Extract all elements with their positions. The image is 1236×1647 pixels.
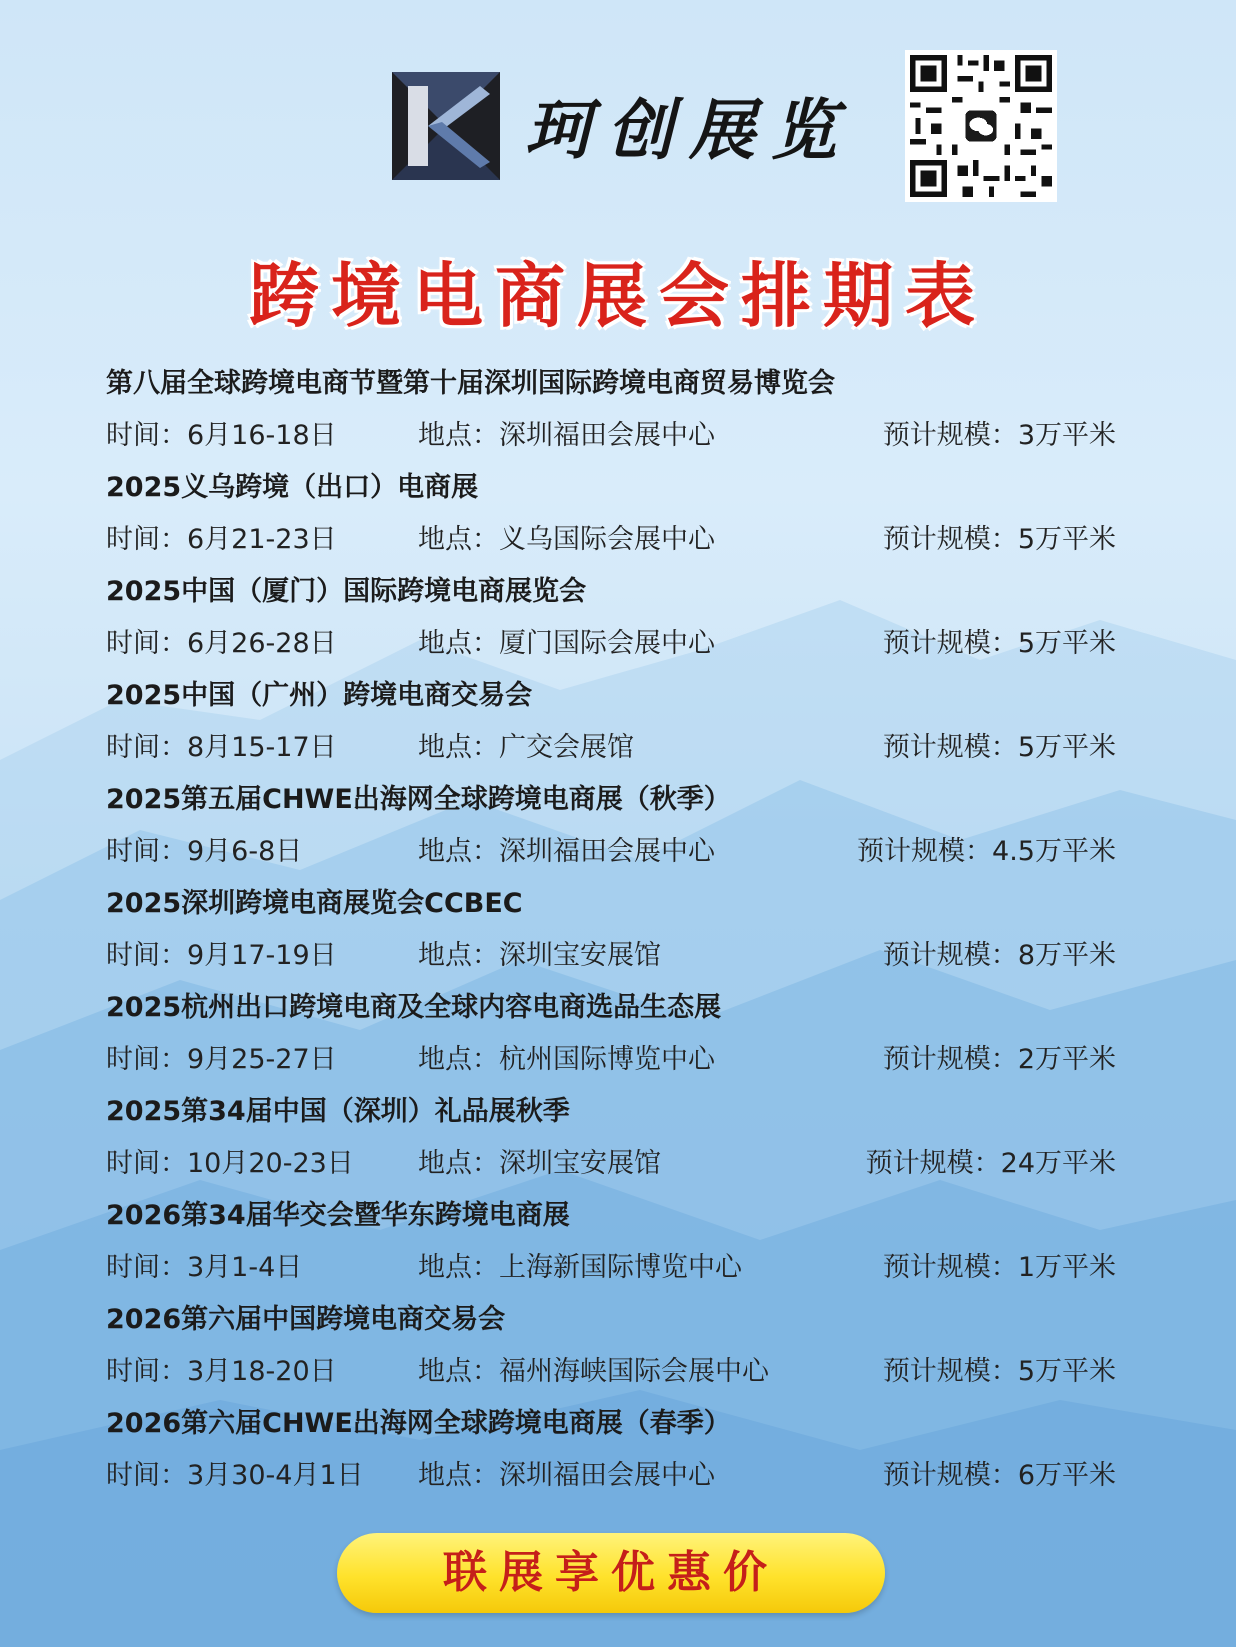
event-details bbox=[0, 1349, 1236, 1385]
time-value: 6月21-23日 bbox=[187, 524, 337, 555]
event-details bbox=[0, 413, 1236, 449]
time-value: 9月25-27日 bbox=[187, 1044, 337, 1075]
event-name: 2025中国（厦门）国际跨境电商展览会 bbox=[106, 576, 587, 607]
event-place bbox=[418, 517, 715, 556]
time-label: 时间： bbox=[106, 940, 187, 971]
event-item bbox=[0, 979, 1236, 1083]
event-scale bbox=[883, 1349, 1116, 1388]
event-time bbox=[106, 725, 337, 764]
event-item bbox=[0, 875, 1236, 979]
time-label: 时间： bbox=[106, 1460, 187, 1491]
event-details bbox=[0, 1141, 1236, 1177]
event-name: 2025第五届CHWE出海网全球跨境电商展（秋季） bbox=[106, 784, 731, 815]
place-label: 地点： bbox=[418, 628, 499, 659]
scale-value: 6万平米 bbox=[1017, 1460, 1116, 1491]
scale-value: 3万平米 bbox=[1017, 420, 1116, 451]
place-label: 地点： bbox=[418, 1044, 499, 1075]
event-place bbox=[418, 725, 634, 764]
event-place bbox=[418, 1141, 661, 1180]
event-time bbox=[106, 1349, 337, 1388]
time-value: 8月15-17日 bbox=[187, 732, 337, 763]
event-details bbox=[0, 829, 1236, 865]
scale-label: 预计规模： bbox=[882, 1252, 1018, 1283]
place-label: 地点： bbox=[418, 524, 499, 555]
event-scale bbox=[857, 829, 1116, 868]
event-scale bbox=[883, 725, 1116, 764]
place-value: 广交会展馆 bbox=[499, 732, 634, 763]
event-name: 2026第六届CHWE出海网全球跨境电商展（春季） bbox=[106, 1408, 731, 1439]
scale-label: 预计规模： bbox=[882, 732, 1018, 763]
scale-value: 2万平米 bbox=[1017, 1044, 1116, 1075]
place-label: 地点： bbox=[418, 732, 499, 763]
brand-name: 珂创展览 bbox=[525, 91, 853, 169]
scale-value: 5万平米 bbox=[1017, 1356, 1116, 1387]
time-value: 10月20-23日 bbox=[187, 1148, 354, 1179]
time-label: 时间： bbox=[106, 1044, 187, 1075]
place-value: 深圳宝安展馆 bbox=[499, 1148, 661, 1179]
event-item bbox=[0, 1187, 1236, 1291]
place-label: 地点： bbox=[418, 420, 499, 451]
event-name: 2025杭州出口跨境电商及全球内容电商选品生态展 bbox=[106, 992, 722, 1023]
time-value: 3月1-4日 bbox=[187, 1252, 303, 1283]
event-time bbox=[106, 621, 337, 660]
event-place bbox=[418, 413, 715, 452]
header bbox=[0, 0, 1236, 230]
place-value: 深圳福田会展中心 bbox=[499, 1460, 715, 1491]
scale-value: 8万平米 bbox=[1017, 940, 1116, 971]
time-label: 时间： bbox=[106, 628, 187, 659]
event-details bbox=[0, 933, 1236, 969]
scale-value: 5万平米 bbox=[1017, 732, 1116, 763]
event-name: 2026第六届中国跨境电商交易会 bbox=[106, 1304, 506, 1335]
event-item bbox=[0, 459, 1236, 563]
event-place bbox=[418, 1453, 715, 1492]
event-place bbox=[418, 621, 715, 660]
event-scale bbox=[883, 1453, 1116, 1492]
event-name: 第八届全球跨境电商节暨第十届深圳国际跨境电商贸易博览会 bbox=[106, 368, 835, 399]
event-item bbox=[0, 1083, 1236, 1187]
time-label: 时间： bbox=[106, 836, 187, 867]
time-label: 时间： bbox=[106, 524, 187, 555]
scale-label: 预计规模： bbox=[882, 1460, 1018, 1491]
event-time bbox=[106, 1245, 302, 1284]
event-time bbox=[106, 517, 337, 556]
scale-label: 预计规模： bbox=[882, 628, 1018, 659]
time-value: 9月17-19日 bbox=[187, 940, 337, 971]
event-list bbox=[0, 355, 1236, 1499]
event-details bbox=[0, 725, 1236, 761]
place-value: 深圳宝安展馆 bbox=[499, 940, 661, 971]
event-details bbox=[0, 517, 1236, 553]
event-name: 2025中国（广州）跨境电商交易会 bbox=[106, 680, 533, 711]
scale-value: 4.5万平米 bbox=[992, 836, 1116, 867]
time-value: 3月18-20日 bbox=[187, 1356, 337, 1387]
scale-label: 预计规模： bbox=[882, 420, 1018, 451]
place-label: 地点： bbox=[418, 1252, 499, 1283]
event-place bbox=[418, 829, 715, 868]
event-item bbox=[0, 771, 1236, 875]
event-scale bbox=[883, 1245, 1116, 1284]
event-scale bbox=[883, 1037, 1116, 1076]
event-details bbox=[0, 1245, 1236, 1281]
event-place bbox=[418, 933, 661, 972]
time-value: 3月30-4月1日 bbox=[187, 1460, 364, 1491]
event-place bbox=[418, 1245, 742, 1284]
event-item bbox=[0, 667, 1236, 771]
event-item bbox=[0, 1291, 1236, 1395]
time-value: 6月16-18日 bbox=[187, 420, 337, 451]
time-value: 6月26-28日 bbox=[187, 628, 337, 659]
time-value: 9月6-8日 bbox=[187, 836, 303, 867]
place-value: 深圳福田会展中心 bbox=[499, 836, 715, 867]
scale-label: 预计规模： bbox=[882, 1044, 1018, 1075]
scale-label: 预计规模： bbox=[882, 524, 1018, 555]
scale-label: 预计规模： bbox=[882, 940, 1018, 971]
place-label: 地点： bbox=[418, 1356, 499, 1387]
event-scale bbox=[866, 1141, 1116, 1180]
event-time bbox=[106, 1141, 354, 1180]
place-label: 地点： bbox=[418, 1460, 499, 1491]
time-label: 时间： bbox=[106, 420, 187, 451]
scale-label: 预计规模： bbox=[857, 836, 993, 867]
place-value: 厦门国际会展中心 bbox=[499, 628, 715, 659]
place-label: 地点： bbox=[418, 836, 499, 867]
discount-banner-button[interactable]: 联展享优惠价 bbox=[337, 1533, 885, 1613]
event-time bbox=[106, 1453, 364, 1492]
place-value: 福州海峡国际会展中心 bbox=[499, 1356, 769, 1387]
time-label: 时间： bbox=[106, 1252, 187, 1283]
event-item bbox=[0, 355, 1236, 459]
scale-value: 1万平米 bbox=[1017, 1252, 1116, 1283]
brand-logo-icon bbox=[392, 72, 500, 180]
event-name: 2026第34届华交会暨华东跨境电商展 bbox=[106, 1200, 570, 1231]
scale-value: 5万平米 bbox=[1017, 628, 1116, 659]
event-details bbox=[0, 621, 1236, 657]
place-value: 深圳福田会展中心 bbox=[499, 420, 715, 451]
page-title: 跨境电商展会排期表 bbox=[249, 254, 987, 337]
event-time bbox=[106, 829, 302, 868]
place-value: 杭州国际博览中心 bbox=[499, 1044, 715, 1075]
time-label: 时间： bbox=[106, 1148, 187, 1179]
event-time bbox=[106, 1037, 337, 1076]
event-name: 2025深圳跨境电商展览会CCBEC bbox=[106, 888, 523, 919]
event-scale bbox=[883, 933, 1116, 972]
event-time bbox=[106, 413, 337, 452]
event-scale bbox=[883, 621, 1116, 660]
place-label: 地点： bbox=[418, 940, 499, 971]
scale-value: 5万平米 bbox=[1017, 524, 1116, 555]
event-name: 2025第34届中国（深圳）礼品展秋季 bbox=[106, 1096, 570, 1127]
event-place bbox=[418, 1037, 715, 1076]
place-value: 义乌国际会展中心 bbox=[499, 524, 715, 555]
place-value: 上海新国际博览中心 bbox=[499, 1252, 742, 1283]
event-scale bbox=[883, 517, 1116, 556]
scale-label: 预计规模： bbox=[865, 1148, 1001, 1179]
event-item bbox=[0, 1395, 1236, 1499]
event-item bbox=[0, 563, 1236, 667]
scale-value: 24万平米 bbox=[1000, 1148, 1116, 1179]
time-label: 时间： bbox=[106, 732, 187, 763]
qr-code-icon[interactable] bbox=[905, 50, 1057, 202]
event-place bbox=[418, 1349, 769, 1388]
scale-label: 预计规模： bbox=[882, 1356, 1018, 1387]
time-label: 时间： bbox=[106, 1356, 187, 1387]
place-label: 地点： bbox=[418, 1148, 499, 1179]
event-details bbox=[0, 1037, 1236, 1073]
event-name: 2025义乌跨境（出口）电商展 bbox=[106, 472, 479, 503]
event-details bbox=[0, 1453, 1236, 1489]
event-time bbox=[106, 933, 337, 972]
event-scale bbox=[883, 413, 1116, 452]
